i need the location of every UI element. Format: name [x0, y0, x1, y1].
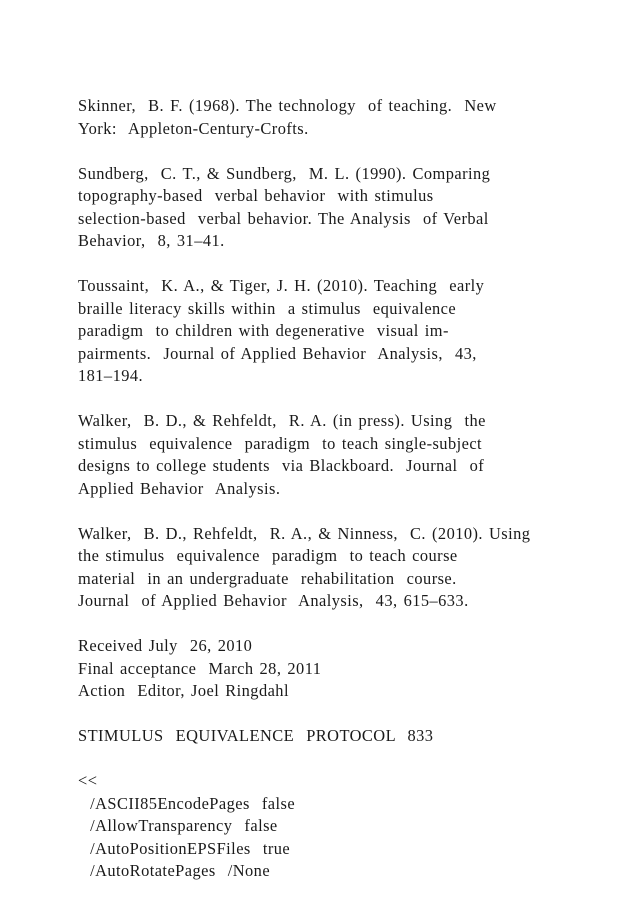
paragraph-gap	[78, 703, 618, 726]
reference-line: Journal of Applied Behavior Analysis, 43, 615–633.	[78, 591, 469, 610]
reference-line: the stimulus equivalence paradigm to teach course	[78, 546, 458, 565]
reference-line: paradigm to children with degenerative visual im-	[78, 321, 449, 340]
reference-entry	[78, 410, 618, 500]
pdf-setting-line: /AutoPositionEPSFiles true	[78, 838, 291, 858]
article-meta	[78, 635, 618, 703]
received-date: Received July 26, 2010	[78, 636, 253, 655]
reference-line: material in an undergraduate rehabilitation course.	[78, 568, 457, 588]
reference-line: Skinner, B. F. (1968). The technology of teaching. New	[78, 96, 497, 115]
reference-line: pairments. Journal of Applied Behavior Analysis, 43,	[78, 343, 477, 363]
reference-line: Behavior, 8, 31–41.	[78, 231, 225, 250]
reference-line: Toussaint, K. A., & Tiger, J. H. (2010). Teaching early	[78, 276, 485, 295]
paragraph-gap	[78, 253, 618, 276]
pdf-setting-line: /AllowTransparency false	[78, 816, 278, 835]
final-acceptance-date: Final acceptance March 28, 2011	[78, 658, 322, 678]
reference-line: Sundberg, C. T., & Sundberg, M. L. (1990). Comparing	[78, 163, 491, 183]
pdf-setting-line: /AutoRotatePages /None	[78, 861, 271, 880]
reference-line: Walker, B. D., & Rehfeldt, R. A. (in press). Using the	[78, 411, 486, 430]
reference-line: Applied Behavior Analysis.	[78, 478, 281, 498]
reference-entry	[78, 163, 618, 253]
paragraph-gap	[78, 748, 618, 771]
reference-entry	[78, 275, 618, 388]
reference-line: York: Appleton-Century-Crofts.	[78, 118, 309, 138]
document-body	[78, 95, 618, 883]
action-editor: Action Editor, Joel Ringdahl	[78, 681, 289, 700]
reference-line: 181–194.	[78, 366, 144, 385]
reference-line: stimulus equivalence paradigm to teach single-subject	[78, 433, 483, 453]
pdf-settings-open: <<	[78, 771, 98, 790]
paragraph-gap	[78, 500, 618, 523]
paragraph-gap	[78, 388, 618, 411]
reference-line: designs to college students via Blackboard. Journal of	[78, 456, 485, 475]
reference-line: braille literacy skills within a stimulus equivalence	[78, 298, 457, 318]
pdf-setting-line: /ASCII85EncodePages false	[78, 793, 296, 813]
reference-line: selection-based verbal behavior. The Analysis of Verbal	[78, 208, 489, 228]
running-footer: STIMULUS EQUIVALENCE PROTOCOL 833	[78, 726, 434, 745]
paragraph-gap	[78, 613, 618, 636]
pdf-settings-block	[78, 770, 618, 883]
paragraph-gap	[78, 140, 618, 163]
reference-line: topography-based verbal behavior with stimulus	[78, 186, 434, 205]
reference-entry	[78, 95, 618, 140]
reference-line: Walker, B. D., Rehfeldt, R. A., & Ninness, C. (2010). Using	[78, 523, 531, 543]
reference-entry	[78, 523, 618, 613]
